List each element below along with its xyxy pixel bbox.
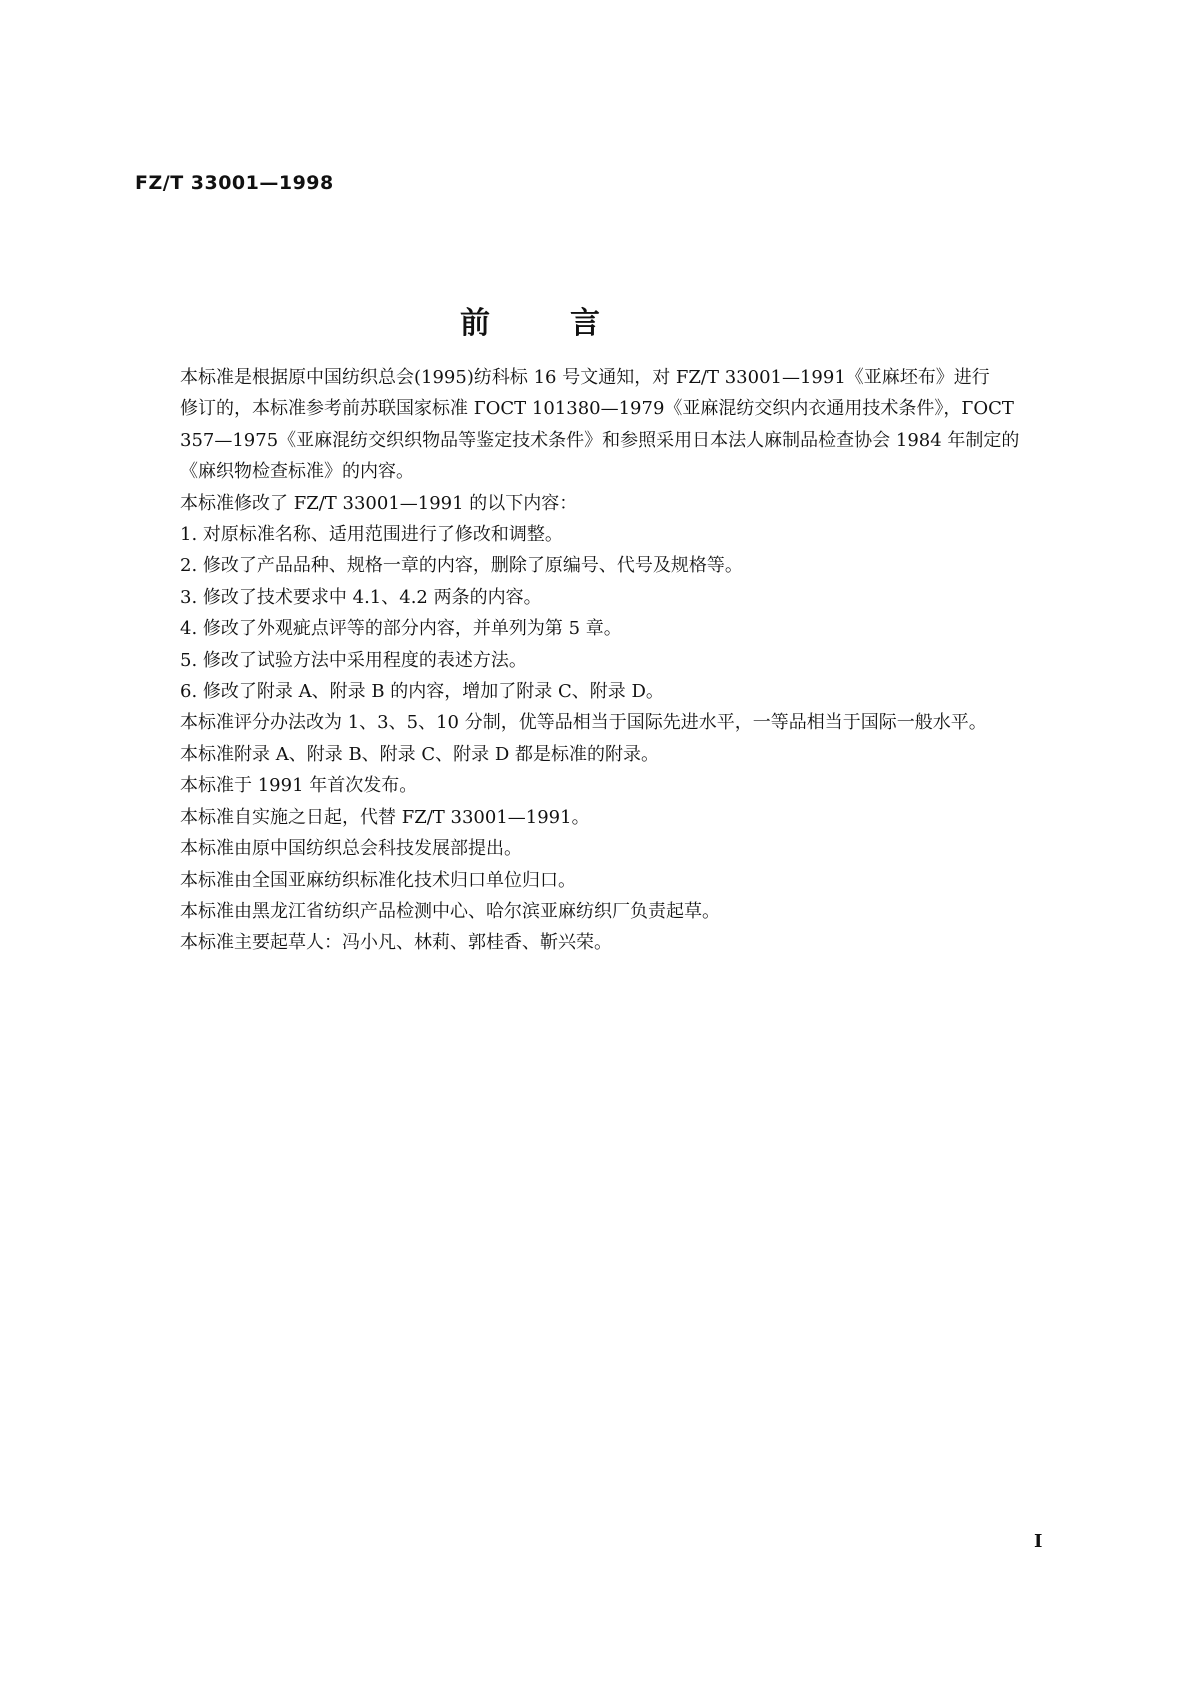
list-item: 2. 修改了产品品种、规格一章的内容，删除了原编号、代号及规格等。 bbox=[180, 555, 743, 577]
standard-number: FZ/T 33001—1998 bbox=[135, 172, 334, 194]
statement: 本标准附录 A、附录 B、附录 C、附录 D 都是标准的附录。 bbox=[180, 743, 660, 765]
page-number: I bbox=[1034, 1531, 1043, 1552]
list-item: 3. 修改了技术要求中 4.1、4.2 两条的内容。 bbox=[180, 586, 542, 608]
list-item: 4. 修改了外观疵点评等的部分内容，并单列为第 5 章。 bbox=[180, 618, 622, 640]
statement: 本标准主要起草人：冯小凡、林莉、郭桂香、靳兴荣。 bbox=[180, 932, 612, 954]
page-title: 前言 bbox=[460, 306, 680, 341]
foreword-body bbox=[180, 362, 1070, 959]
list-item: 1. 对原标准名称、适用范围进行了修改和调整。 bbox=[180, 524, 563, 546]
statement: 本标准评分办法改为 1、3、5、10 分制，优等品相当于国际先进水平，一等品相当于国际一般水平。 bbox=[180, 712, 987, 734]
statement: 本标准由全国亚麻纺织标准化技术归口单位归口。 bbox=[180, 869, 576, 891]
changes-intro: 本标准修改了 FZ/T 33001—1991 的以下内容： bbox=[180, 492, 578, 514]
statement: 本标准于 1991 年首次发布。 bbox=[180, 775, 418, 797]
intro-line-4: 《麻织物检查标准》的内容。 bbox=[180, 461, 414, 483]
intro-line-1: 本标准是根据原中国纺织总会(1995)纺科标 16 号文通知，对 FZ/T 33001—1991《亚麻坯布》进行 bbox=[180, 367, 990, 388]
statement: 本标准由黑龙江省纺织产品检测中心、哈尔滨亚麻纺织厂负责起草。 bbox=[180, 900, 720, 922]
intro-line-2: 修订的，本标准参考前苏联国家标准 ГОСТ 101380—1979《亚麻混纺交织内衣通用技术条件》，ГОСТ bbox=[180, 398, 1014, 420]
list-item: 5. 修改了试验方法中采用程度的表述方法。 bbox=[180, 649, 527, 671]
intro-line-3: 357—1975《亚麻混纺交织织物品等鉴定技术条件》和参照采用日本法人麻制品检查协会 1984 年制定的 bbox=[180, 429, 1020, 451]
list-item: 6. 修改了附录 A、附录 B 的内容，增加了附录 C、附录 D。 bbox=[180, 681, 664, 703]
statement: 本标准自实施之日起，代替 FZ/T 33001—1991。 bbox=[180, 806, 590, 828]
statement: 本标准由原中国纺织总会科技发展部提出。 bbox=[180, 838, 522, 860]
